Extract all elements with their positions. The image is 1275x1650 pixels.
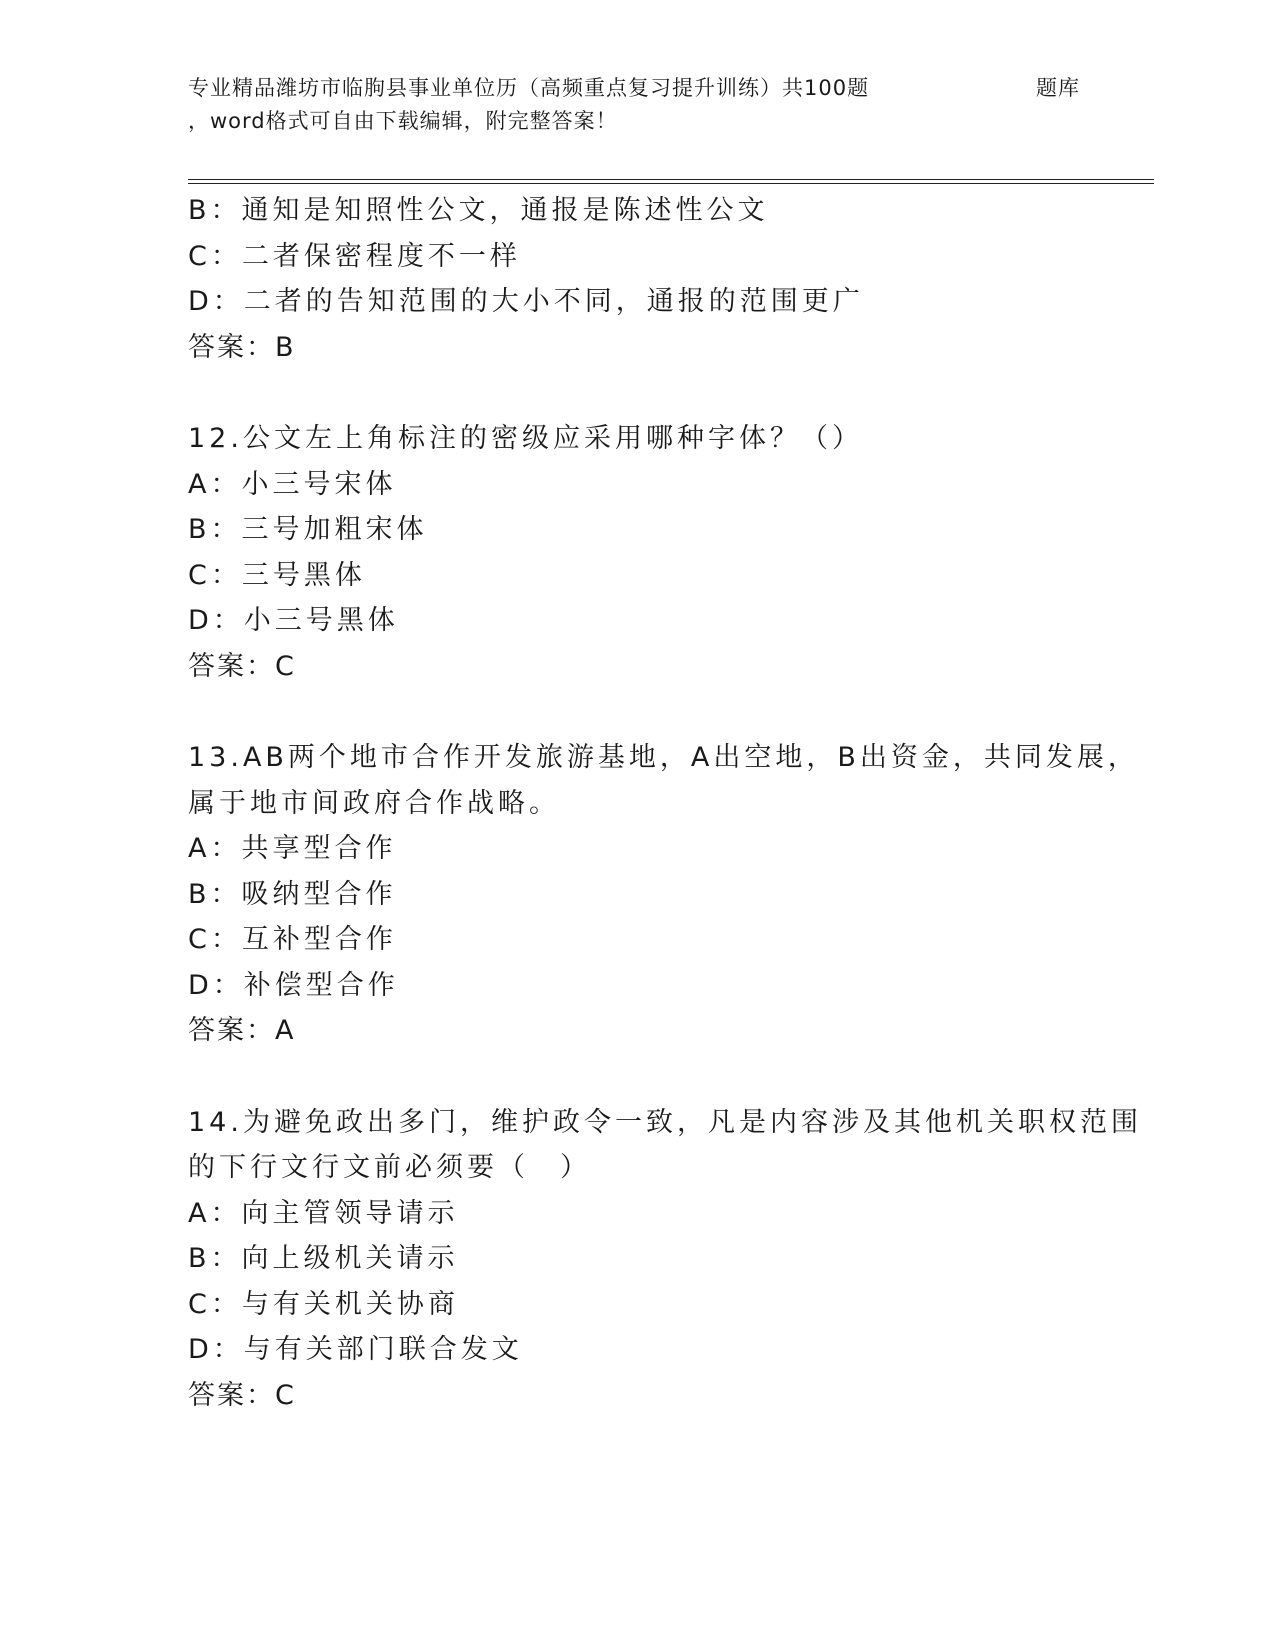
answer-line: 答案：C	[188, 650, 296, 682]
option-c: C：互补型合作	[188, 924, 397, 955]
option-b: B：向上级机关请示	[188, 1243, 459, 1274]
answer-line: 答案：C	[188, 1379, 296, 1411]
block-spacer	[188, 1054, 1088, 1100]
option-a: A：共享型合作	[188, 833, 397, 864]
option-c: C：与有关机关协商	[188, 1288, 459, 1320]
header-title-line-1: 专业精品潍坊市临朐县事业单位历（高频重点复习提升训练）共100题	[188, 76, 870, 100]
header-title-line-2: ，word格式可自由下载编辑，附完整答案！	[188, 109, 618, 133]
option-a: A：向主管领导请示	[188, 1197, 459, 1229]
option-b: B：通知是知照性公文，通报是陈述性公文	[188, 195, 769, 226]
option-d: D：小三号黑体	[188, 605, 399, 636]
header-tag: 题库	[1036, 76, 1080, 100]
question-text-line-1: 14.为避免政出多门，维护政令一致，凡是内容涉及其他机关职权范围	[188, 1106, 1142, 1138]
option-c: C：三号黑体	[188, 559, 366, 591]
option-d: D：补偿型合作	[188, 969, 399, 1001]
block-spacer	[188, 689, 1088, 735]
header-rule-top	[188, 179, 1154, 180]
option-c: C：二者保密程度不一样	[188, 240, 521, 272]
question-text: 12.公文左上角标注的密级应采用哪种字体？（）	[188, 423, 863, 454]
block-spacer	[188, 370, 1088, 416]
question-block-12	[188, 416, 1088, 689]
question-block-14	[188, 1100, 1142, 1419]
question-content	[188, 188, 1142, 1418]
option-a: A：小三号宋体	[188, 468, 397, 500]
question-text-line-1: 13.AB两个地市合作开发旅游基地，A出空地，B出资金，共同发展，	[188, 742, 1139, 773]
option-b: B：吸纳型合作	[188, 878, 397, 910]
question-block-11	[188, 188, 1088, 370]
question-text-line-2: 属于地市间政府合作战略。	[188, 787, 560, 819]
document-header	[188, 72, 1088, 142]
answer-line: 答案：A	[188, 1015, 296, 1046]
header-rule-bottom	[188, 183, 1154, 184]
option-d: D：与有关部门联合发文	[188, 1334, 523, 1365]
question-block-13	[188, 735, 1139, 1054]
option-b: B：三号加粗宋体	[188, 514, 428, 545]
question-text-line-2: 的下行文行文前必须要（ ）	[188, 1152, 591, 1183]
answer-line: 答案：B	[188, 331, 296, 363]
option-d: D：二者的告知范围的大小不同，通报的范围更广	[188, 286, 864, 317]
